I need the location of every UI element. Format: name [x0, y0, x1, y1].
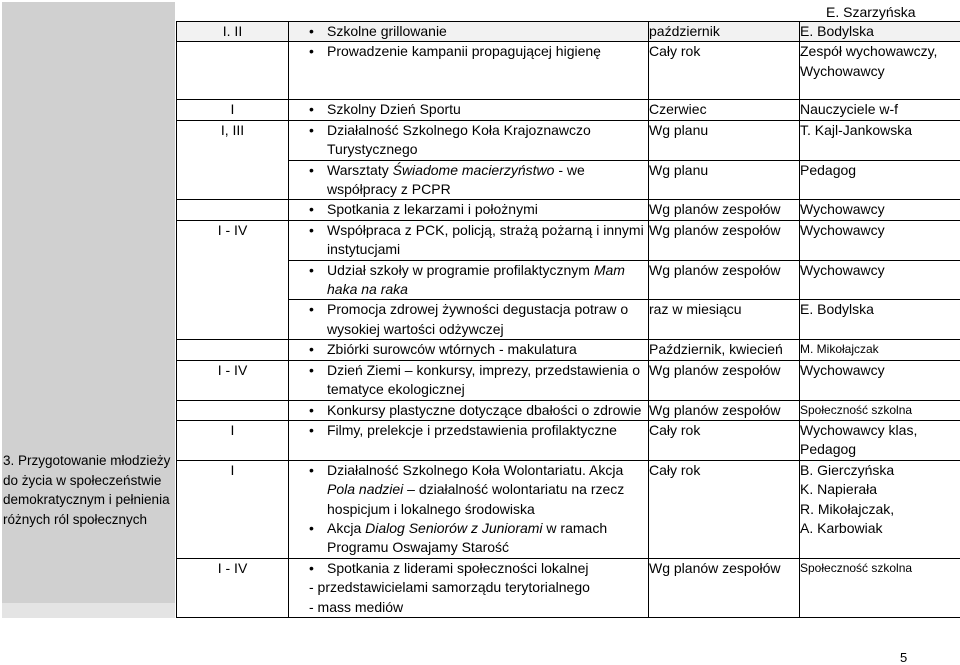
table-row [177, 340, 960, 360]
level-cell [177, 160, 289, 200]
responsible-cell: Społeczność szkolna [800, 558, 960, 617]
level-cell: I, III [177, 120, 289, 160]
task-cell [289, 260, 649, 300]
task-title: Pola nadziei [327, 481, 403, 497]
task-cell [289, 42, 649, 100]
table-row [177, 400, 960, 420]
level-cell: I - IV [177, 220, 289, 260]
task-item: • Filmy, prelekcje i przedstawienia profilaktyczne [309, 421, 648, 440]
top-author: E. Szarzyńska [826, 4, 915, 20]
task-text: Akcja [327, 520, 365, 536]
table-row [177, 120, 960, 160]
level-cell: I - IV [177, 558, 289, 617]
task-cell [289, 558, 649, 617]
table-row [177, 300, 960, 340]
task-cell [289, 420, 649, 460]
level-cell [177, 200, 289, 220]
task-title: Świadome macierzyństwo [393, 162, 555, 178]
term-cell: Wg planu [649, 160, 800, 200]
task-item: • Promocja zdrowej żywności degustacja potraw o wysokiej wartości odżywczej [309, 300, 648, 339]
task-item: • Szkolny Dzień Sportu [309, 100, 648, 119]
task-item: • Szkolne grillowanie [309, 22, 648, 41]
table-row [177, 22, 960, 42]
level-cell [177, 340, 289, 360]
responsible-cell: T. Kajl-Jankowska [800, 120, 960, 160]
task-text: Warsztaty [327, 162, 393, 178]
task-subitem: - mass mediów [309, 598, 648, 617]
task-item: • Spotkania z lekarzami i położnymi [309, 200, 648, 219]
term-cell: Wg planów zespołów [649, 558, 800, 617]
task-cell [289, 22, 649, 42]
plan-table [176, 21, 960, 618]
task-item: • Działalność Szkolnego Koła Krajoznawczo Turystycznego [309, 121, 648, 160]
level-cell [177, 300, 289, 340]
task-title: Dialog Seniorów z Juniorami [365, 520, 542, 536]
term-cell: Wg planów zespołów [649, 400, 800, 420]
level-cell: I - IV [177, 360, 289, 400]
task-cell [289, 360, 649, 400]
term-cell: Czerwiec [649, 100, 800, 120]
table-row [177, 42, 960, 100]
task-cell [289, 160, 649, 200]
level-cell: I [177, 100, 289, 120]
responsible-cell: B. Gierczyńska K. Napierała R. Mikołajczak, A. Karbowiak [800, 460, 960, 558]
task-item: • Spotkania z liderami społeczności lokalnej [309, 559, 648, 578]
table-row [177, 460, 960, 558]
responsible-cell: Wychowawcy [800, 260, 960, 300]
task-item: • Współpraca z PCK, policją, strażą pożarną i innymi instytucjami [309, 221, 648, 260]
task-text: - we współpracy z PCPR [327, 162, 585, 197]
page-number: 5 [900, 650, 907, 665]
term-cell: Cały rok [649, 420, 800, 460]
task-cell [289, 340, 649, 360]
responsible-cell: Społeczność szkolna [800, 400, 960, 420]
task-text: Działalność Szkolnego Koła Wolontariatu. Akcja [327, 462, 623, 478]
task-cell [289, 460, 649, 558]
task-subitem: - przedstawicielami samorządu terytorialnego [309, 578, 648, 597]
task-cell [289, 400, 649, 420]
term-cell: Wg planów zespołów [649, 360, 800, 400]
term-cell: Wg planów zespołów [649, 220, 800, 260]
task-title: Mam haka na raka [327, 262, 625, 297]
table-row [177, 200, 960, 220]
responsible-cell: Zespół wychowawczy, Wychowawcy [800, 42, 960, 100]
term-cell: Wg planu [649, 120, 800, 160]
level-cell: I. II [177, 22, 289, 42]
term-cell: Cały rok [649, 460, 800, 558]
table-row [177, 100, 960, 120]
level-cell [177, 400, 289, 420]
term-cell: Wg planów zespołów [649, 260, 800, 300]
table-row [177, 558, 960, 617]
level-cell [177, 260, 289, 300]
task-item: • Prowadzenie kampanii propagującej higienę [309, 42, 648, 61]
level-cell: I [177, 420, 289, 460]
responsible-cell: E. Bodylska [800, 300, 960, 340]
table-row [177, 360, 960, 400]
responsible-cell: M. Mikołajczak [800, 340, 960, 360]
task-item [309, 161, 648, 200]
responsible-cell: Pedagog [800, 160, 960, 200]
area-cell-extension [2, 603, 175, 618]
task-cell [289, 300, 649, 340]
table-row [177, 420, 960, 460]
responsible-cell: Wychowawcy [800, 220, 960, 260]
term-cell: październik [649, 22, 800, 42]
level-cell: I [177, 460, 289, 558]
table-row [177, 220, 960, 260]
task-item: • Zbiórki surowców wtórnych - makulatura [309, 340, 648, 359]
task-cell [289, 100, 649, 120]
task-text: w ramach Programu Oswajamy Starość [327, 520, 607, 555]
responsible-cell: E. Bodylska [800, 22, 960, 42]
task-item [309, 461, 648, 519]
task-item: • Dzień Ziemi – konkursy, imprezy, przedstawienia o tematyce ekologicznej [309, 361, 648, 400]
responsible-cell: Wychowawcy [800, 360, 960, 400]
task-item [309, 261, 648, 300]
task-text: – działalność wolontariatu na rzecz hospicjum i lokalnego środowiska [327, 481, 624, 516]
task-cell [289, 220, 649, 260]
task-item [309, 519, 648, 558]
task-text: Udział szkoły w programie profilaktycznym [327, 262, 594, 278]
table-row [177, 160, 960, 200]
responsible-cell: Wychowawcy [800, 200, 960, 220]
level-cell [177, 42, 289, 100]
area-label: 3. Przygotowanie młodzieży do życia w społeczeństwie demokratycznym i pełnienia różnych ról społecznych [3, 451, 171, 529]
term-cell: Październik, kwiecień [649, 340, 800, 360]
responsible-cell: Nauczyciele w-f [800, 100, 960, 120]
table-row [177, 260, 960, 300]
term-cell: Wg planów zespołów [649, 200, 800, 220]
term-cell: Cały rok [649, 42, 800, 100]
task-item: • Konkursy plastyczne dotyczące dbałości o zdrowie [309, 401, 648, 420]
term-cell: raz w miesiącu [649, 300, 800, 340]
task-cell [289, 200, 649, 220]
task-cell [289, 120, 649, 160]
responsible-cell: Wychowawcy klas, Pedagog [800, 420, 960, 460]
